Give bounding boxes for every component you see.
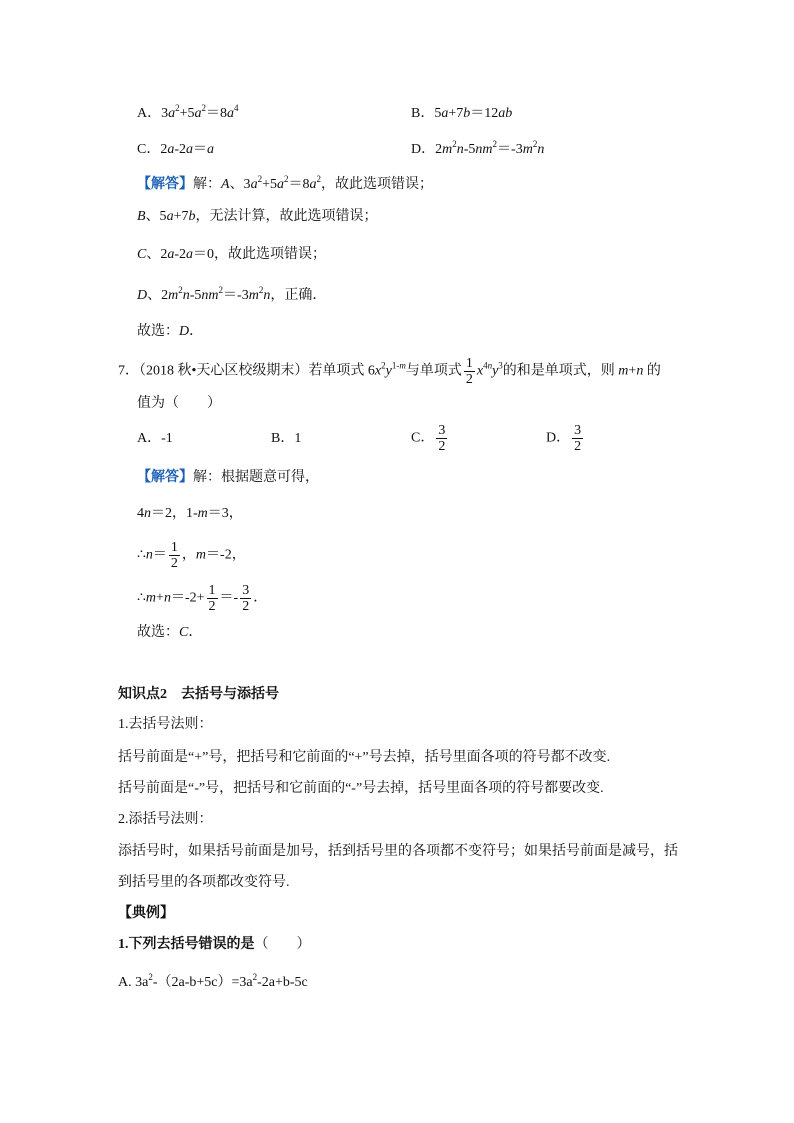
rule-2-line-b: 到括号里的各项都改变符号. [118,875,290,890]
example-tag: 【典例】 [118,906,174,921]
rule-1-title: 1.去括号法则： [118,717,213,732]
rule-1-line-a: 括号前面是“+”号，把括号和它前面的“+”号去掉，括号里面各项的符号都不改变. [118,750,611,765]
q7-solution-line-4: ∴m+n＝-2+ $\frac{1}{2}$ ＝- $\frac{3}{2}$ ． [137,583,268,614]
q6-option-b: B．5a+7b＝12ab [411,106,513,121]
q6-solution-line-4: D、$2m^2n-5nm^2=-3m^2n$，正确． [137,285,327,303]
q7-solution-line-1: 【解答】解：根据题意可得， [137,470,319,485]
q6-option-c: C．2a-2a＝a [137,142,215,157]
q7-option-c: C． $\frac{3}{2}$ [411,423,446,454]
q6-solution-line-2: B、5a+7b，无法计算，故此选项错误； [137,209,378,224]
section-title: 知识点2 去括号与添括号 [118,687,279,702]
q7-stem-line-1: 7．（2018 秋•天心区校级期末）若单项式 $6x^2y^{1-m}$与单项式 $\frac{1}{2}$ $x^{4n}y^3$的和是单项式，则 m+n 的 [118,356,661,387]
rule-1-line-b: 括号前面是“-”号，把括号和它前面的“-”号去掉，括号里面各项的符号都要改变. [118,781,604,796]
q7-solution-line-2: 4n＝2，1-m＝3， [137,506,243,521]
rule-2-title: 2.添括号法则： [118,812,213,827]
example-1-option-a: A. $3a^2-(2a-b+5c)=3a^2-2a+b-5c$ [118,972,308,990]
q6-solution-line-1: 【解答】解：A、$3a^2+5a^2=8a^2$，故此选项错误； [137,174,433,192]
q7-stem-line-2: 值为（ ） [137,396,221,411]
answer-tag: 【解答】 [137,470,193,485]
q7-option-b: B．1 [271,431,302,446]
q7-solution-line-3: ∴n＝ $\frac{1}{2}$ ，m＝-2， [137,540,246,571]
q7-option-d: D． $\frac{3}{2}$ [546,423,582,454]
q7-choice: 故选：C． [137,625,203,640]
q6-option-a: A．$3a^2+5a^2=8a^4$ [137,103,239,121]
rule-2-line-a: 添括号时，如果括号前面是加号，括到括号里的各项都不变符号；如果括号前面是减号，括 [118,844,678,859]
answer-tag: 【解答】 [137,177,193,192]
example-1-stem: 1.下列去括号错误的是（ ） [118,937,311,952]
q6-option-d: D．$2m^2n-5nm^2=-3m^2n$ [411,139,545,157]
q7-fraction-half: $\frac{1}{2}$ [465,356,473,387]
q7-option-a: A．-1 [137,431,173,446]
q6-choice: 故选：D． [137,324,204,339]
q6-solution-line-3: C、2a-2a＝0，故此选项错误； [137,247,327,262]
